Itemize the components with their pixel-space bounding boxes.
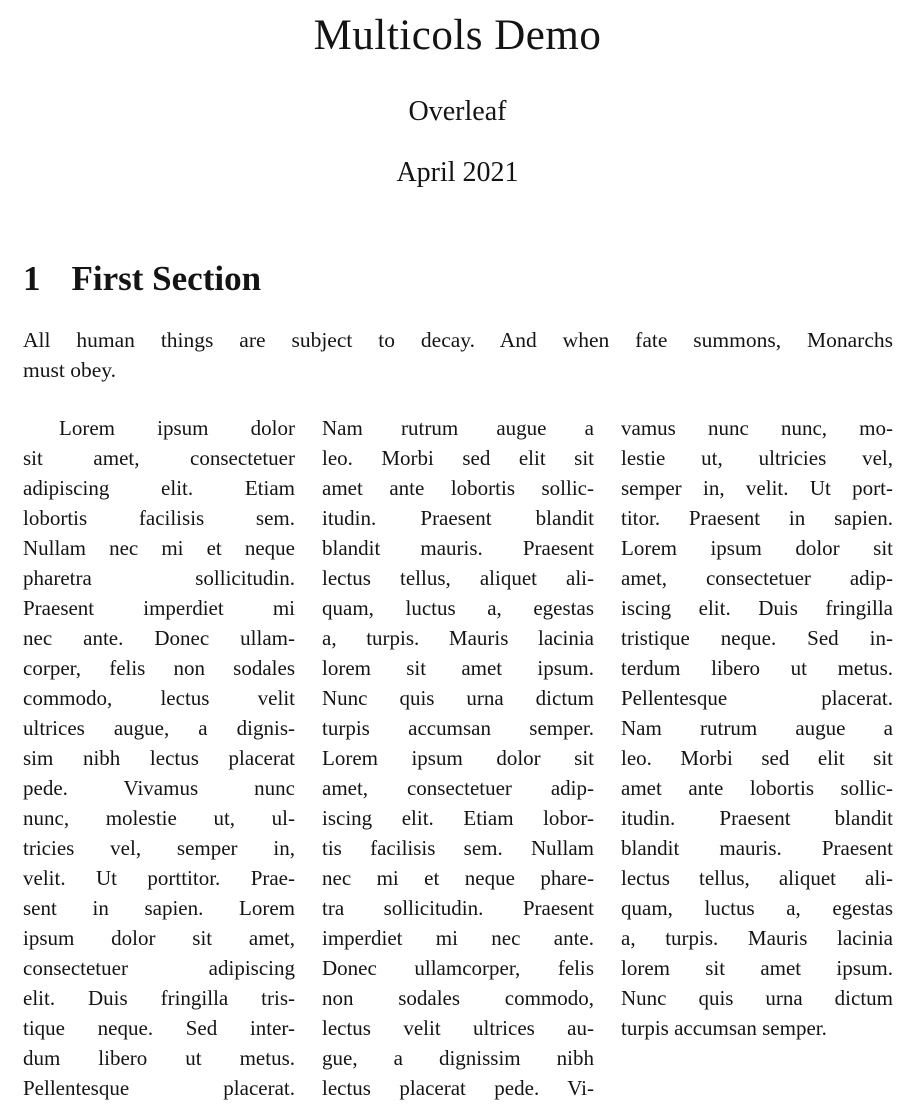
document-title: Multicols Demo [313,12,602,59]
text-line: amet, consectetuer adip- [621,566,893,590]
text-line: iscing elit. Etiam lobor- [322,806,594,830]
text-line: Nam rutrum augue a [322,416,594,440]
intro-paragraph [23,325,893,385]
document-date: April 2021 [396,157,519,188]
text-line: non sodales commodo, [322,986,594,1010]
text-line: sent in sapien. Lorem [23,896,295,920]
text-line: Nunc quis urna dictum [322,686,594,710]
text-line: Lorem ipsum dolor sit [621,536,893,560]
text-line: pharetra sollicitudin. [23,566,295,590]
text-line: lectus tellus, aliquet ali- [621,866,893,890]
text-line: iscing elit. Duis fringilla [621,596,893,620]
text-line: tra sollicitudin. Praesent [322,896,594,920]
text-line: Nunc quis urna dictum [621,986,893,1010]
text-line: Pellentesque placerat. [23,1076,295,1100]
text-line: ultrices augue, a dignis- [23,716,295,740]
text-line: tricies vel, semper in, [23,836,295,860]
text-line: leo. Morbi sed elit sit [621,746,893,770]
text-line: ipsum dolor sit amet, [23,926,295,950]
section-heading [23,259,261,299]
text-line: turpis accumsan semper. [621,1016,827,1040]
text-column-1 [23,413,295,1103]
text-line: quam, luctus a, egestas [621,896,893,920]
text-line: dum libero ut metus. [23,1046,295,1070]
text-line: blandit mauris. Praesent [322,536,594,560]
text-line: titor. Praesent in sapien. [621,506,893,530]
text-line: adipiscing elit. Etiam [23,476,295,500]
text-line: terdum libero ut metus. [621,656,893,680]
text-line: sit amet, consectetuer [23,446,295,470]
text-line: amet, consectetuer adip- [322,776,594,800]
text-line: itudin. Praesent blandit [621,806,893,830]
text-line: Lorem ipsum dolor sit [322,746,594,770]
text-line: sim nibh lectus placerat [23,746,295,770]
text-line: commodo, lectus velit [23,686,295,710]
text-line: velit. Ut porttitor. Prae- [23,866,295,890]
text-column-2 [322,413,594,1103]
text-line: lectus placerat pede. Vi- [322,1076,594,1100]
text-line: consectetuer adipiscing [23,956,295,980]
text-line: blandit mauris. Praesent [621,836,893,860]
text-line: turpis accumsan semper. [322,716,594,740]
text-column-3 [621,413,893,1103]
text-line: lectus tellus, aliquet ali- [322,566,594,590]
text-line: Nullam nec mi et neque [23,536,295,560]
text-line: lobortis facilisis sem. [23,506,295,530]
text-line: tristique neque. Sed in- [621,626,893,650]
intro-line: All human things are subject to decay. And when fate summons, Monarchs [23,328,893,352]
text-line: lorem sit amet ipsum. [322,656,594,680]
document-author: Overleaf [408,96,507,127]
text-line: tique neque. Sed inter- [23,1016,295,1040]
text-line: amet ante lobortis sollic- [621,776,893,800]
text-line: tis facilisis sem. Nullam [322,836,594,860]
text-line: Donec ullamcorper, felis [322,956,594,980]
text-line: a, turpis. Mauris lacinia [322,626,594,650]
text-line: lectus velit ultrices au- [322,1016,594,1040]
text-line: amet ante lobortis sollic- [322,476,594,500]
text-line: elit. Duis fringilla tris- [23,986,295,1010]
text-line: a, turpis. Mauris lacinia [621,926,893,950]
text-line: vamus nunc nunc, mo- [621,416,893,440]
text-line: quam, luctus a, egestas [322,596,594,620]
text-line: lorem sit amet ipsum. [621,956,893,980]
multicol-body [23,413,893,1103]
text-line: nunc, molestie ut, ul- [23,806,295,830]
text-line: nec mi et neque phare- [322,866,594,890]
intro-line: must obey. [23,358,116,382]
text-line: nec ante. Donec ullam- [23,626,295,650]
text-line: gue, a dignissim nibh [322,1046,594,1070]
text-line: pede. Vivamus nunc [23,776,295,800]
text-line: Lorem ipsum dolor [59,416,295,440]
text-line: imperdiet mi nec ante. [322,926,594,950]
text-line: Nam rutrum augue a [621,716,893,740]
text-line: semper in, velit. Ut port- [621,476,893,500]
section-number: 1 [23,259,41,298]
text-line: Pellentesque placerat. [621,686,893,710]
text-line: leo. Morbi sed elit sit [322,446,594,470]
text-line: itudin. Praesent blandit [322,506,594,530]
section-title: First Section [71,259,262,298]
text-line: Praesent imperdiet mi [23,596,295,620]
text-line: corper, felis non sodales [23,656,295,680]
text-line: lestie ut, ultricies vel, [621,446,893,470]
